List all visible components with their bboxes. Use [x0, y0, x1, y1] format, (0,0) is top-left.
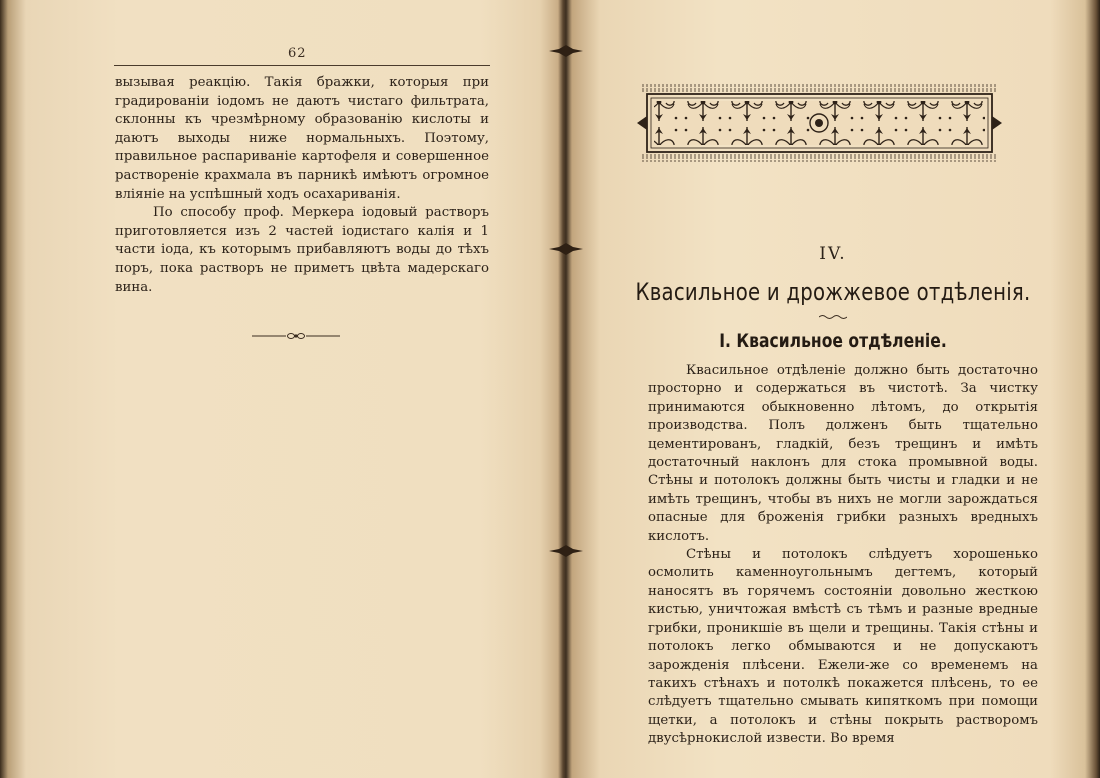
header-rule	[114, 65, 490, 66]
section-title: I. Квасильное отдѣленіе.	[719, 330, 947, 352]
chapter-title: Квасильное и дрожжевое отдѣленія.	[635, 278, 1031, 306]
left-page-text	[115, 74, 489, 297]
end-ornament-icon	[250, 329, 342, 343]
ornamental-headpiece	[637, 80, 1002, 166]
paragraph: По способу проф. Меркера іодовый растворъ приготовляется изъ 2 частей іодистаго калія и 1 части іода, къ которымъ прибавляютъ воды до тѣхъ поръ, пока растворъ не приметъ цвѣта мадерскаго вина.	[115, 205, 489, 295]
title-rule-ornament	[819, 314, 847, 320]
paragraph: вызывая реакцію. Такія бражки, которыя при градированіи іодомъ не даютъ чистаго фильтрата, склонны къ чрезмѣрному образованію кислоты и даютъ выходы ниже нормальныхъ. Поэтому, правильное распариваніе картофеля и совершенное раствореніе крахмала въ парникѣ имѣютъ огромное вліяніе на успѣшный ходъ осахариванія.	[115, 75, 489, 202]
paragraph: Стѣны и потолокъ слѣдуетъ хорошенько осмолить каменноугольнымъ дегтемъ, который наносятъ въ горячемъ состояніи довольно жесткою кистью, уничтожая вмѣстѣ съ тѣмъ и разные вредные грибки, проникшіе въ щели и трещины. Такія стѣны и потолокъ легко обмываются и не допускаютъ зарожденія плѣсени. Ежели-же со временемъ на такихъ стѣнахъ и потолкѣ покажется плѣсень, то ее слѣдуетъ тщательно смывать кипяткомъ при помощи щетки, а потолокъ и стѣны покрыть растворомъ двусѣрнокислой извести. Во время	[648, 547, 1038, 747]
right-page-text	[648, 362, 1038, 749]
chapter-number: IV.	[819, 244, 847, 264]
page-number: 62	[288, 46, 307, 61]
paragraph: Квасильное отдѣленіе должно быть достаточно просторно и содержаться въ чистотѣ. За чистку принимаются обыкновенно лѣтомъ, до открытія производства. Полъ долженъ быть тщательно цементированъ, гладкій, безъ трещинъ и имѣть достаточный наклонъ для стока промывной воды. Стѣны и потолокъ должны быть чисты и гладки и не имѣть трещинъ, чтобы въ нихъ не могли зарождаться опасные для броженія грибки разныхъ вредныхъ кислотъ.	[648, 363, 1038, 544]
